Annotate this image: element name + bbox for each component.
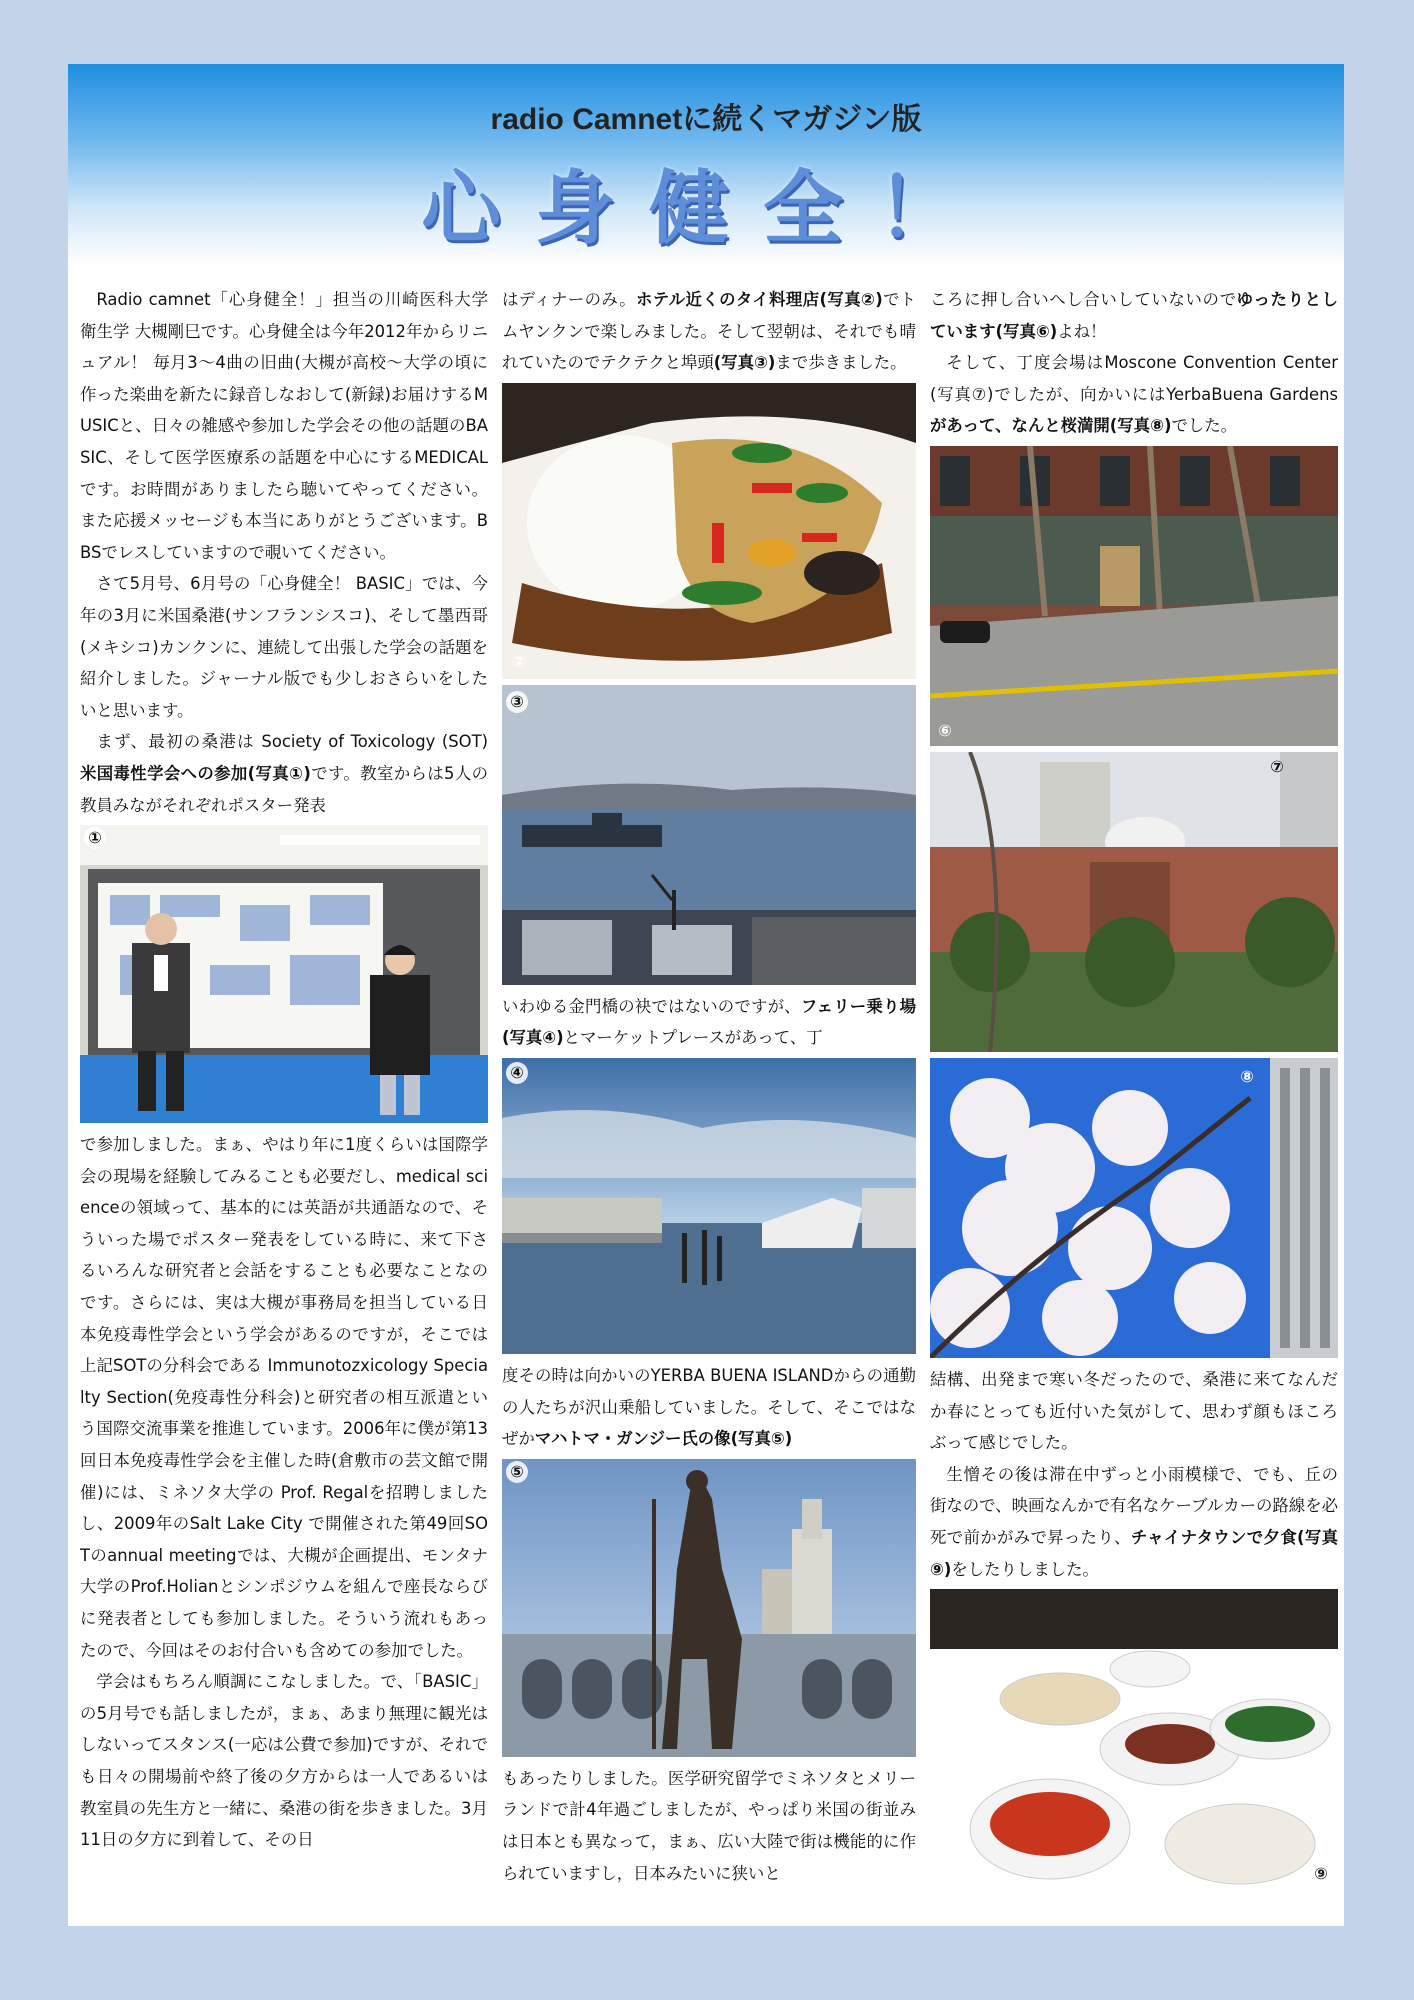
- photo-cherry-blossoms: [930, 1058, 1338, 1358]
- magazine-title: 心身健全！: [421, 162, 991, 255]
- photo-number-6: ⑥: [938, 720, 952, 740]
- photo-moscone-center: [930, 752, 1338, 1052]
- photo-number-1: ①: [84, 827, 106, 849]
- magazine-subtitle: radio Camnetに続くマガジン版: [490, 103, 922, 136]
- photo-number-5: ⑤: [506, 1461, 528, 1483]
- column-3: [930, 284, 1338, 1897]
- paragraph-sot: まず、最初の桑港は Society of Toxicology (SOT) 米国毒性学会への参加(写真①)です。教室からは5人の教員みながそれぞれポスター発表: [80, 732, 488, 815]
- column-1: [80, 284, 488, 1856]
- photo-thai-food: [502, 383, 916, 679]
- photo-number-4: ④: [506, 1062, 528, 1084]
- photo-ferry-terminal: [502, 1058, 916, 1354]
- column-2: [502, 284, 916, 1889]
- intro-paragraph: Radio camnet「心身健全！」担当の川崎医科大学 衛生学 大槻剛巳です。心身健全は今年2012年からリニュアル！ 毎月3～4曲の旧曲(大槻が高校～大学の頃に作った楽曲を新たに録音しなおして(新録)お届けするMUSICと、日々の雑感や参加した学会その他の話題のBASIC、そして医学医療系の話題を中心にするMEDICALです。お時間がありましたら聴いてやってください。また応援メッセージも本当にありがとうございます。BBSでレスしていますので覗いてください。: [80, 290, 488, 562]
- photo-gandhi-statue: [502, 1459, 916, 1757]
- magazine-page: [68, 64, 1344, 1926]
- paragraph-sightseeing: 学会はもちろん順調にこなしました。で、「BASIC」の5月号でも話しましたが，まぁ、あまり無理に観光はしないってスタンス(一応は公費で参加)ですが、それでも日々の開場前や終了後の夕方からは一人であるいは教室員の先生方と一緒に、桑港の街を歩きました。3月11日の夕方に到着して、その日: [80, 1672, 488, 1850]
- photo-number-2: ②: [512, 651, 526, 671]
- photo-poster-session: [80, 825, 488, 1123]
- paragraph-gandhi: 度その時は向かいのYERBA BUENA ISLANDからの通勤の人たちが沢山乗船していました。そして、そこではなぜかマハトマ・ガンジー氏の像(写真⑤): [502, 1365, 916, 1449]
- paragraph-thai-restaurant: はディナーのみ。ホテル近くのタイ料理店(写真②)でトムヤンクンで楽しみました。そして翌朝は、それでも晴れていたのでテクテクと埠頭(写真③)まで歩きました。: [502, 290, 916, 373]
- paragraph-ferry: いわゆる金門橋の袂ではないのですが、フェリー乗り場(写真④)とマーケットプレースがあって、丁: [502, 996, 917, 1048]
- photo-number-7: ⑦: [1270, 756, 1284, 776]
- photo-number-8: ⑧: [1240, 1066, 1254, 1086]
- paragraph-spring: 結構、出発まで寒い冬だったので、桑港に来てなんだか春にとっても近付いた気がして、思わず顔もほころぶって感じでした。: [930, 1369, 1338, 1453]
- photo-chinatown-dinner: [930, 1589, 1338, 1891]
- paragraph-us-streets: もあったりしました。医学研究留学でミネソタとメリーランドで計4年過ごしましたが、やっぱり米国の街並みは日本とも異なって，まぁ、広い大陸で街は機能的に作られていますし，日本みたいに狭いと: [502, 1768, 916, 1883]
- paragraph-trip-intro: さて5月号、6月号の「心身健全！ BASIC」では、今年の3月に米国桑港(サンフランシスコ)、そして墨西哥(メキシコ)カンクンに、連続して出張した学会の話題を紹介しました。ジャーナル版でも少しおさらいをしたいと思います。: [80, 574, 488, 720]
- header-banner: [68, 64, 1344, 264]
- photo-street-building: [930, 446, 1338, 746]
- photo-bay-pier: [502, 685, 916, 985]
- photo-number-9: ⑨: [1310, 1863, 1332, 1885]
- photo-number-3: ③: [506, 691, 528, 713]
- paragraph-conference-detail: で参加しました。まぁ、やはり年に1度くらいは国際学会の現場を経験してみることも必要だし、medical scienceの領域って、基本的には英語が共通語なので、そういった場でポスター発表をしている時に、来て下さるいろんな研究者と会話をすることも必要なことなのです。さらには、実は大槻が事務局を担当している日本免疫毒性学会という学会があるのですが，そこでは上記SOTの分科会である Immunotozxicology Specialty Section(免疫毒性分科会)と研究者の相互派遣という国際交流事業を推進しています。2006年に僕が第13回日本免疫毒性学会を主催した時(倉敷市の芸文館で開催)には、ミネソタ大学の Prof. Regalを招聘しましたし、2009年のSalt Lake City で開催された第49回SOTのannual meetingでは、大槻が企画提出、モンタナ大学のProf.Holianとシンポジウムを組んで座長ならびに発表者としても参加しました。そういう流れもあったので、今回はそのお付合いも含めての参加でした。: [80, 1135, 488, 1660]
- paragraph-streets-space: ころに押し合いへし合いしていないのでゆったりとしています(写真⑥)よね！: [930, 290, 1339, 341]
- paragraph-chinatown: 生憎その後は滞在中ずっと小雨模様で、でも、丘の街なので、映画なんかで有名なケーブルカーの路線を必死で前かがみで昇ったり、チャイナタウンで夕食(写真⑨)をしたりしました。: [930, 1464, 1338, 1579]
- paragraph-convention: そして、丁度会場はMoscone Convention Center(写真⑦)でしたが、向かいにはYerbaBuena Gardensがあって、なんと桜満開(写真⑧)でした。: [930, 353, 1338, 436]
